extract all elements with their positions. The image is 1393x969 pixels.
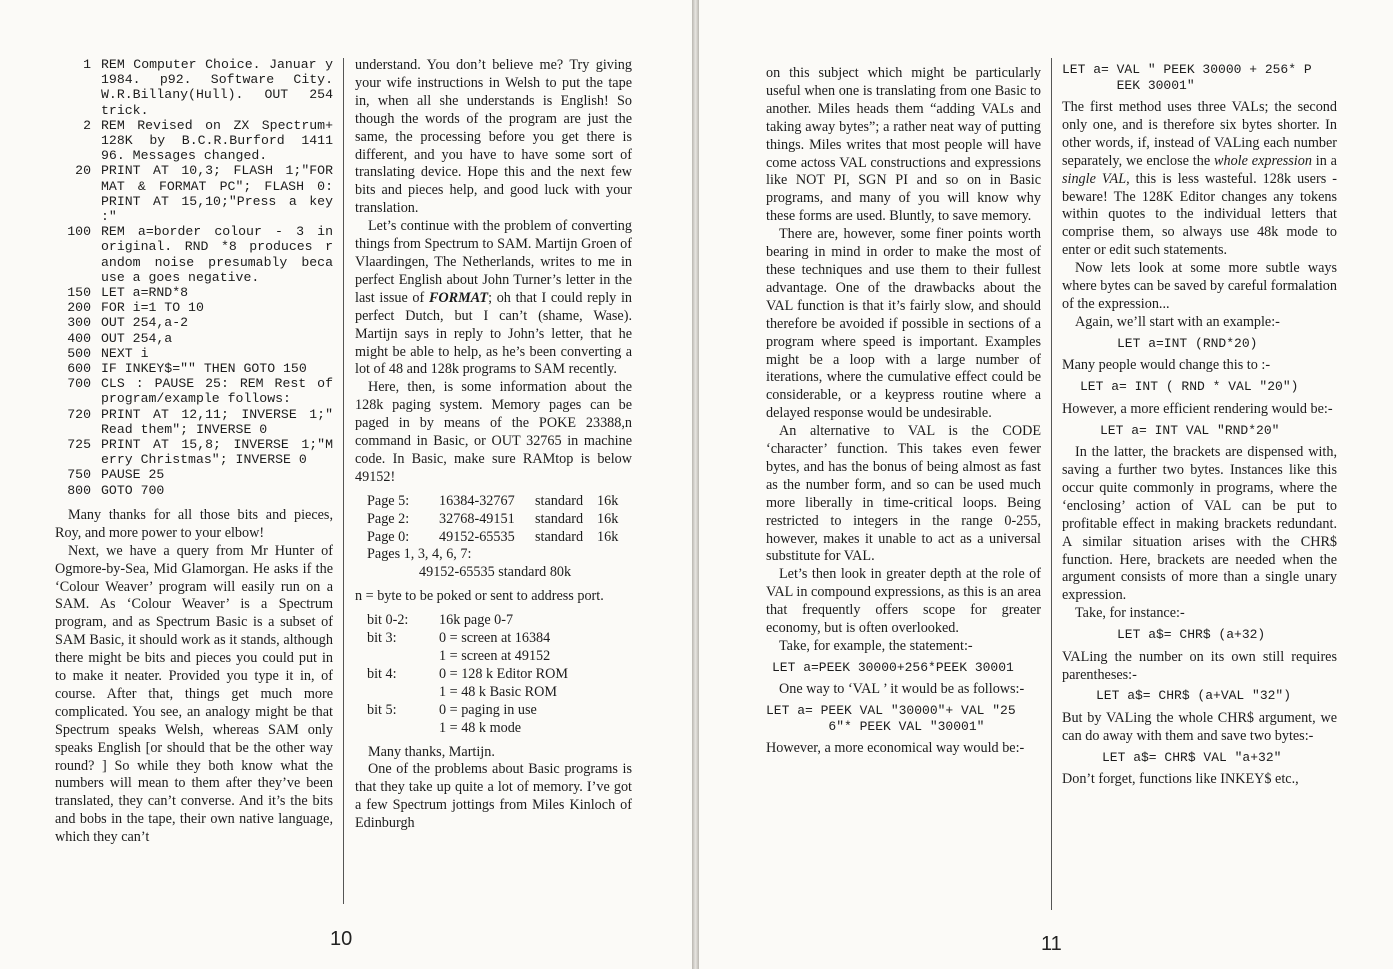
listing-line: 2 REM Revised on ZX Spectrum+ 128K by B.C.R.Burford 1411 96. Messages changed. — [83, 117, 333, 164]
table-row: bit 3: 0 = screen at 16384 — [367, 630, 551, 647]
paragraph: One of the problems about Basic programs is that they take up quite a lot of memory. I’ve got a few Spectrum jottings from Miles Kinloch of Edinburgh — [355, 761, 632, 832]
column-rule — [1051, 58, 1052, 910]
port-bits-table — [355, 612, 632, 737]
memory-pages-table — [355, 493, 632, 583]
right-column-2 — [1062, 62, 1337, 789]
paragraph: Take, for instance:- — [1075, 605, 1185, 622]
paragraph: However, a more economical way would be:- — [766, 740, 1025, 757]
paragraph: on this subject which might be particularly useful when one is translating from one Basic to another. Miles heads them “adding VALs and taking away bytes”; a rather neat way of putting things. Miles writes that most people will have come actoss VAL constructions and expressions like NOT PI, SGN PI and so on in Basic programs, and many of you will know why these forms are used. Bluntly, to save memory. — [766, 65, 1041, 225]
listing-line: 400 OUT 254,a — [67, 330, 173, 346]
table-row: Page 2: 32768-49151 standard 16k — [367, 510, 619, 527]
code-snippet: LET a=PEEK 30000+256*PEEK 30001 — [772, 659, 1014, 675]
code-snippet: LET a=INT (RND*20) — [1117, 335, 1258, 351]
table-row: Page 5: 16384-32767 standard 16k — [367, 492, 619, 509]
listing-line: 100 REM a=border colour - 3 in original. RND *8 produces r andom noise presumably beca use a goes negative. — [67, 224, 333, 285]
left-column-1 — [55, 57, 333, 847]
listing-line: 600 IF INKEY$="" THEN GOTO 150 — [67, 361, 307, 377]
right-page — [699, 0, 1393, 969]
paragraph: In the latter, the brackets are dispensed with, saving a further two bytes. Instances like this occur quite commonly in programs, where the ‘enclosing’ action of VAL can be put to profitable effect in making brackets redundant. A similar situation arises with the CHR$ function. Here, brackets are needed when the argument consists of more than a single unary expression. — [1062, 444, 1337, 604]
listing-line: 200 FOR i=1 TO 10 — [67, 300, 204, 316]
table-row: Pages 1, 3, 4, 6, 7: — [367, 546, 472, 563]
basic-listing — [55, 57, 333, 498]
code-snippet: LET a$= CHR$ (a+VAL "32") — [1096, 688, 1292, 704]
table-row: 49152-65535 standard 80k — [419, 564, 572, 581]
book-gutter — [692, 0, 699, 969]
table-row: Page 0: 49152-65535 standard 16k — [367, 528, 619, 545]
code-snippet: LET a$= CHR$ VAL "a+32" — [1102, 749, 1282, 765]
code-snippet: LET a= PEEK VAL "30000"+ VAL "25 6"* PEEK VAL "30001" — [766, 703, 1016, 734]
paragraph: Here, then, is some information about the 128k paging system. Memory pages can be paged in by means of the POKE 23388,n command in Basic, or OUT 32765 in machine code. In Basic, make sure RAMtop is below 49152! — [355, 379, 632, 485]
format-magazine-name: FORMAT — [428, 289, 489, 306]
paragraph: Many thanks, Martijn. — [368, 743, 495, 760]
listing-line: 300 OUT 254,a-2 — [67, 315, 189, 331]
listing-line: 150 LET a=RND*8 — [67, 285, 189, 301]
listing-line: 800 GOTO 700 — [67, 482, 165, 498]
page-number: 11 — [1041, 933, 1062, 955]
right-column-1 — [766, 65, 1041, 758]
listing-line: 700 CLS : PAUSE 25: REM Rest of program/example follows: — [67, 376, 333, 407]
listing-line: 750 PAUSE 25 — [67, 467, 165, 483]
column-rule — [343, 58, 344, 904]
paragraph: Next, we have a query from Mr Hunter of Ogmore-by-Sea, Mid Glamorgan. He asks if the ‘Colour Weaver’ program will easily run on a SAM. As ‘Colour Weaver’ is a Spectrum program, and as Spectrum Basic is a subset of SAM Basic, it should work as it stands, although there might be bits and pieces you could put in to make it neater. Provided you type it in, of course. After that, things get much more complicated. You see, an analogy might be that Spectrum speaks Welsh, whereas SAM only speaks English [or should that be the other way round? ] So while they both know what the numbers will mean to them after they’ve been translated, they can’t converse. And it’s the bits and bobs in the tape, their own native language, which they can’t — [55, 542, 333, 846]
paragraph: Again, we’ll start with an example:- — [1075, 313, 1280, 330]
left-page — [0, 0, 692, 969]
table-row: 1 = 48 k Basic ROM — [439, 683, 557, 700]
table-row: bit 0-2: 16k page 0-7 — [367, 612, 514, 629]
paragraph: An alternative to VAL is the CODE ‘character’ function. This takes even fewer bytes, and has the bonus of being almost as fast as the number form, and so can be used much more liberally in time-critical loops. Being restricted to integers in the range 0-255, however, makes it unable to act as a universal substitute for VAL. — [766, 423, 1041, 565]
table-row: 1 = 48 k mode — [439, 719, 522, 736]
table-row: bit 5: 0 = paging in use — [367, 701, 537, 718]
paragraph: Don’t forget, functions like INKEY$ etc., — [1062, 771, 1299, 788]
listing-line: 20 PRINT AT 10,3; FLASH 1;"FOR MAT & FORMAT PC"; FLASH 0: PRINT AT 15,10;"Press a key :" — [75, 163, 333, 225]
paragraph: Now lets look at some more subtle ways where bytes can be saved by careful formalation of the expression... — [1062, 260, 1337, 312]
listing-line: 720 PRINT AT 12,11; INVERSE 1;" Read them"; INVERSE 0 — [67, 406, 333, 437]
paragraph: The first method uses three VALs; the second only one, and is therefore six bytes shorter. In other words, if, instead of VALing each number separately, we enclose the whole expression in a single VAL, this is less wasteful. 128k users - beware! The 128K Editor changes any tokens within quotes to the individual letters that comprise them, so always use 48k mode to enter or edit such statements. — [1062, 99, 1337, 259]
paragraph: Many people would change this to :- — [1062, 357, 1271, 374]
paragraph: Let’s continue with the problem of converting things from Spectrum to SAM. Martijn Groen of Vlaardingen, The Netherlands, writes to me in perfect English about John Turner’s letter in the last issue of FORMAT; oh that I could reply in perfect Dutch, but I can’t (shame, Wase). Martijn says in reply to John’s letter, that he might be able to help, as he’s been converting a lot of 48 and 128k programs to SAM recently. — [355, 218, 632, 378]
code-snippet: LET a= INT VAL "RND*20" — [1100, 422, 1280, 438]
code-snippet: LET a= VAL " PEEK 30000 + 256* P EEK 30001" — [1062, 62, 1312, 93]
code-snippet: LET a= INT ( RND * VAL "20") — [1080, 379, 1299, 395]
paragraph: Many thanks for all those bits and pieces, Roy, and more power to your elbow! — [55, 506, 333, 541]
table-row: bit 4: 0 = 128 k Editor ROM — [367, 665, 568, 682]
left-column-2 — [355, 57, 632, 833]
paragraph: However, a more efficient rendering would be:- — [1062, 400, 1333, 417]
paragraph: There are, however, some finer points worth bearing in mind in order to make the most of these techniques and use them to their fullest advantage. One of the drawbacks about the VAL function is that it’s fairly slow, and should therefore be avoided if possible in sections of a program where speed is important. Examples might be a loop with a large number of iterations, where the cumulative effect could be considerable, or a keypress routine where a delayed response would be undesirable. — [766, 226, 1041, 422]
paragraph: VALing the number on its own still requires parentheses:- — [1062, 648, 1337, 683]
listing-line: 1 REM Computer Choice. Januar y 1984. p92. Software City. W.R.Billany(Hull). OUT 254 trick. — [83, 57, 333, 118]
table-row: 1 = screen at 49152 — [439, 648, 551, 664]
page-number: 10 — [330, 928, 353, 950]
paragraph: One way to ‘VAL ’ it would be as follows:- — [779, 681, 1025, 698]
paragraph: But by VALing the whole CHR$ argument, we can do away with them and save two bytes:- — [1062, 709, 1337, 744]
paragraph: understand. You don’t believe me? Try giving your wife instructions in Welsh to put the tape in, when all she understands is English! So though the words of the program are just the same, the processing before you get there is different, and you have to have some sort of translating device. Hope this and the next few bits and pieces help, and good luck with your translation. — [355, 57, 632, 217]
paragraph: n = byte to be poked or sent to address port. — [355, 588, 604, 605]
code-snippet: LET a$= CHR$ (a+32) — [1117, 627, 1266, 643]
paragraph: Let’s then look in greater depth at the role of VAL in compound expressions, as this is an area that frequently offers scope for greater economy, but is often overlooked. — [766, 566, 1041, 637]
listing-line: 725 PRINT AT 15,8; INVERSE 1;"M erry Christmas"; INVERSE 0 — [67, 437, 333, 468]
listing-line: 500 NEXT i — [67, 345, 149, 361]
paragraph: Take, for example, the statement:- — [779, 638, 973, 654]
